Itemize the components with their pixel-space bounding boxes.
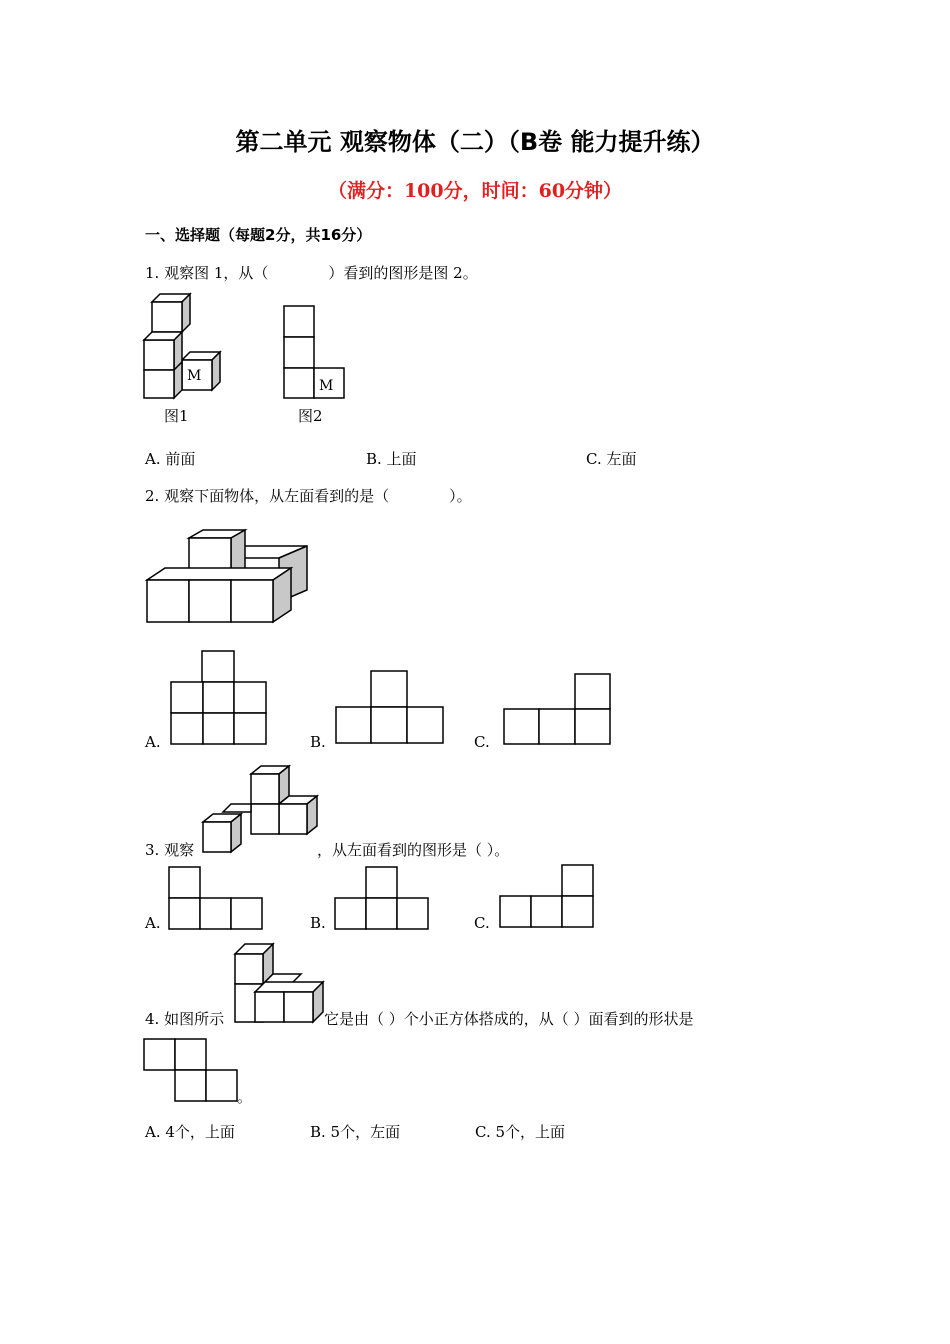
q4-option-b[interactable]: B. 5个，左面 xyxy=(310,1123,401,1141)
cube-letter-m: M xyxy=(187,368,202,384)
q1-figure-1 xyxy=(140,290,230,402)
question-4-text-end: 它是由（ ）个小正方体搭成的，从（ ）面看到的形状是 xyxy=(324,1010,694,1028)
section-heading: 一、选择题（每题2分，共16分） xyxy=(145,226,372,244)
q4-option-c[interactable]: C. 5个，上面 xyxy=(475,1123,566,1141)
q1-figure-2 xyxy=(282,304,352,404)
q4-option-a[interactable]: A. 4个，上面 xyxy=(145,1123,235,1141)
q4-top-view-figure xyxy=(143,1038,241,1104)
q3-option-c-figure[interactable] xyxy=(499,864,597,930)
figure-1-label: 图1 xyxy=(164,407,189,425)
question-1-text: 1. 观察图 1，从（ ）看到的图形是图 2。 xyxy=(145,264,478,282)
cube-letter-m-2: M xyxy=(319,378,334,394)
q3-solid-figure xyxy=(201,764,323,856)
q4-solid-figure xyxy=(233,942,329,1026)
page-title: 第二单元 观察物体（二）（B卷 能力提升练） xyxy=(235,128,715,156)
q3-option-c-label[interactable]: C. xyxy=(474,914,490,932)
q2-option-b-label[interactable]: B. xyxy=(310,733,326,751)
score-time-subtitle: （满分：100分，时间：60分钟） xyxy=(327,180,623,202)
q3-option-b-label[interactable]: B. xyxy=(310,914,326,932)
q1-option-a[interactable]: A. 前面 xyxy=(145,450,196,468)
question-3-text-end: ，从左面看到的图形是（ ）。 xyxy=(317,841,510,859)
question-3-text-start: 3. 观察 xyxy=(145,841,195,859)
question-2-text: 2. 观察下面物体，从左面看到的是（ ）。 xyxy=(145,487,472,505)
figure-2-label: 图2 xyxy=(298,407,323,425)
question-4-text-start: 4. 如图所示 xyxy=(145,1010,225,1028)
q1-option-c[interactable]: C. 左面 xyxy=(586,450,637,468)
question-4-end-mark: 。 xyxy=(237,1088,253,1106)
q1-option-b[interactable]: B. 上面 xyxy=(366,450,417,468)
q2-option-a-label[interactable]: A. xyxy=(145,733,161,751)
q3-option-a-label[interactable]: A. xyxy=(145,914,161,932)
q3-option-a-figure[interactable] xyxy=(168,866,266,932)
q2-option-a-figure[interactable] xyxy=(170,650,270,746)
q2-solid-figure xyxy=(145,528,315,624)
q3-option-b-figure[interactable] xyxy=(334,866,432,932)
q2-option-c-figure[interactable] xyxy=(503,673,615,747)
q2-option-c-label[interactable]: C. xyxy=(474,733,490,751)
q2-option-b-figure[interactable] xyxy=(335,670,447,746)
